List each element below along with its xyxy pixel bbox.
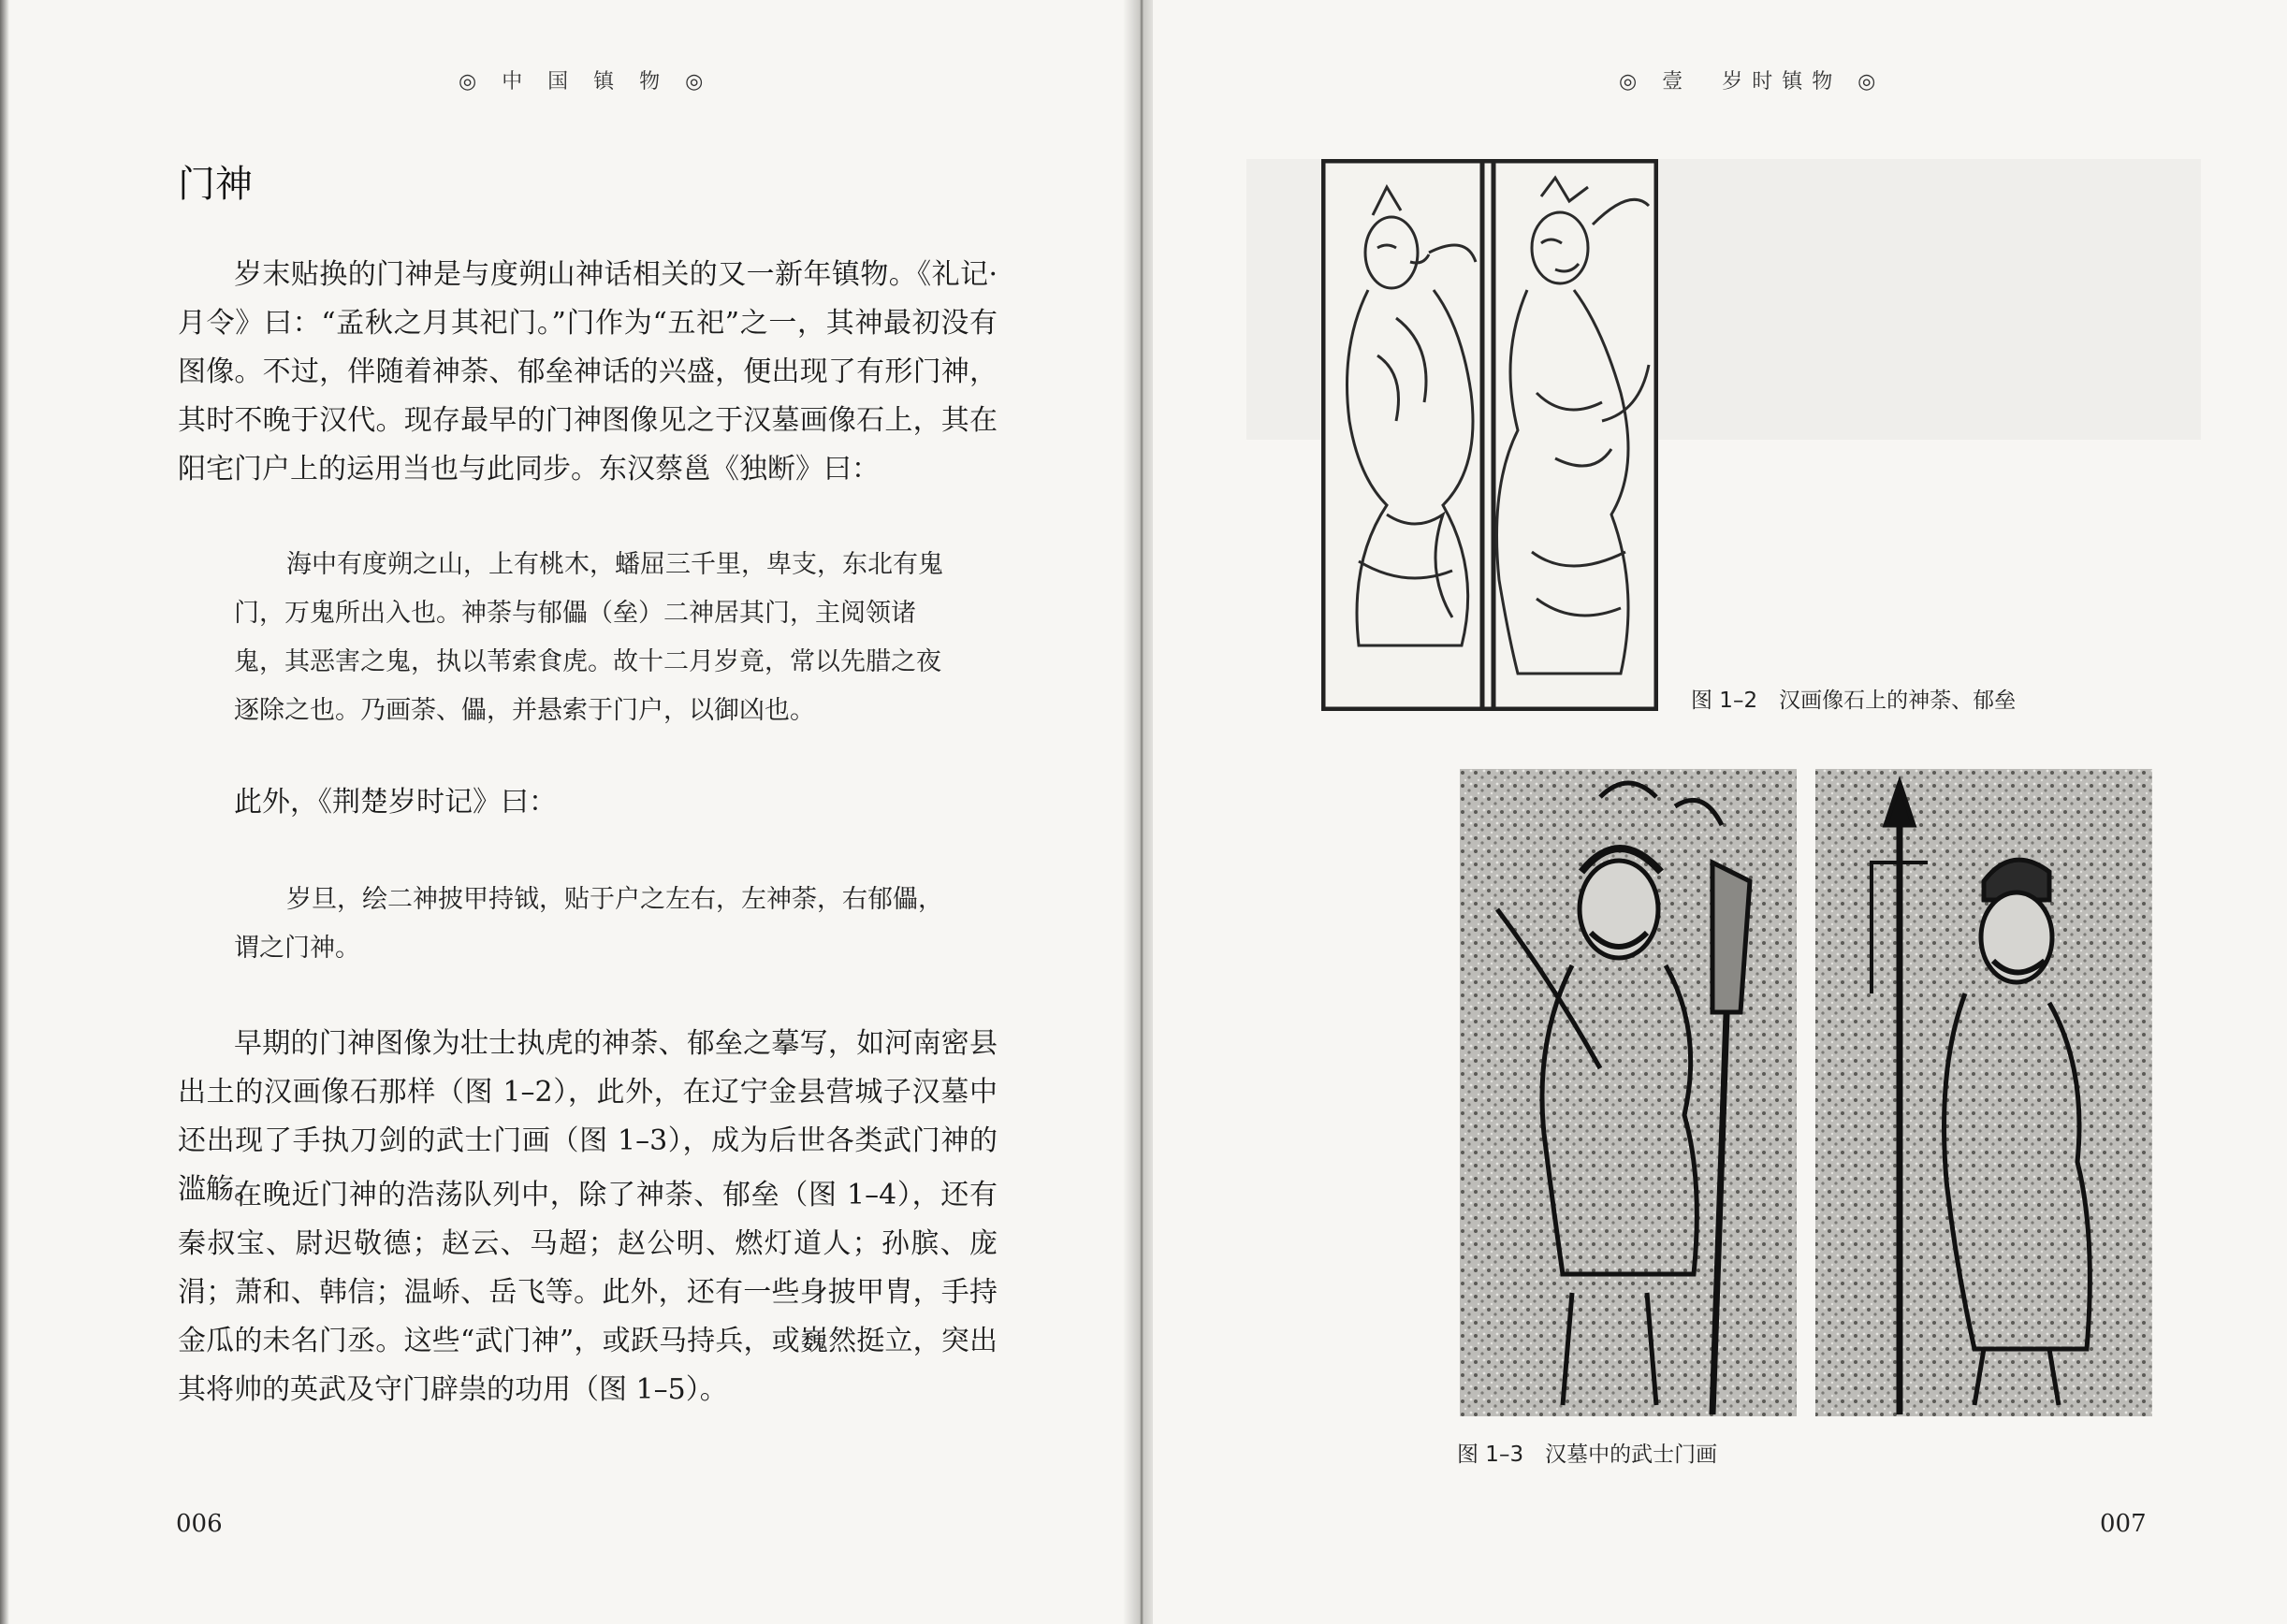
figure-1-3-image xyxy=(1460,769,2152,1416)
quote-jingchu: 岁旦，绘二神披甲持钺，贴于户之左右，左神荼，右郁儡，谓之门神。 xyxy=(234,885,943,963)
left-page xyxy=(0,0,1140,1624)
figure-1-2-caption: 图 1–2 汉画像石上的神荼、郁垒 xyxy=(1691,689,2017,713)
page-edge-shadow xyxy=(0,0,9,1624)
page-number-right: 007 xyxy=(2100,1510,2147,1538)
paragraph-early-images: 早期的门神图像为壮士执虎的神荼、郁垒之摹写，如河南密县出土的汉画像石那样（图 1–2），此外，在辽宁金县营城子汉墓中还出现了手执刀剑的武士门画（图 1–3），成为后世各类武门神的滥觞。 xyxy=(178,1027,998,1206)
section-title: 门神 xyxy=(178,163,253,206)
right-page xyxy=(1153,0,2287,1624)
running-head-left: ◎ 中 国 镇 物 ◎ xyxy=(459,70,713,94)
figure-1-3-caption: 图 1–3 汉墓中的武士门画 xyxy=(1457,1443,1718,1467)
running-head-right: ◎ 壹 岁时镇物 ◎ xyxy=(1619,70,1886,94)
page-number-left: 006 xyxy=(176,1510,223,1538)
paragraph-later-door-gods: 在晚近门神的浩荡队列中，除了神荼、郁垒（图 1–4），还有秦叔宝、尉迟敬德；赵云、马超；赵公明、燃灯道人；孙膑、庞涓；萧和、韩信；温峤、岳飞等。此外，还有一些身披甲胄，手持金瓜的未名门丞。这些“武门神”，或跃马持兵，或巍然挺立，突出其将帅的英武及守门辟祟的功用（图 1–5）。 xyxy=(178,1179,998,1406)
figure-1-2-image xyxy=(1321,159,1658,711)
quote-duduan: 海中有度朔之山，上有桃木，蟠屈三千里，卑支，东北有鬼门，万鬼所出入也。神荼与郁儡（垒）二神居其门，主阅领诸鬼，其恶害之鬼，执以苇索食虎。故十二月岁竟，常以先腊之夜逐除之也。乃画荼、儡，并悬索于门户，以御凶也。 xyxy=(234,550,943,725)
paragraph-intro: 岁末贴换的门神是与度朔山神话相关的又一新年镇物。《礼记·月令》曰：“孟秋之月其祀门。”门作为“五祀”之一，其神最初没有图像。不过，伴随着神荼、郁垒神话的兴盛，便出现了有形门神，其时不晚于汉代。现存最早的门神图像见之于汉墓画像石上，其在阳宅门户上的运用当也与此同步。东汉蔡邕《独断》曰： xyxy=(178,258,998,486)
paragraph-jingchu-intro: 此外，《荆楚岁时记》曰： xyxy=(234,786,557,819)
